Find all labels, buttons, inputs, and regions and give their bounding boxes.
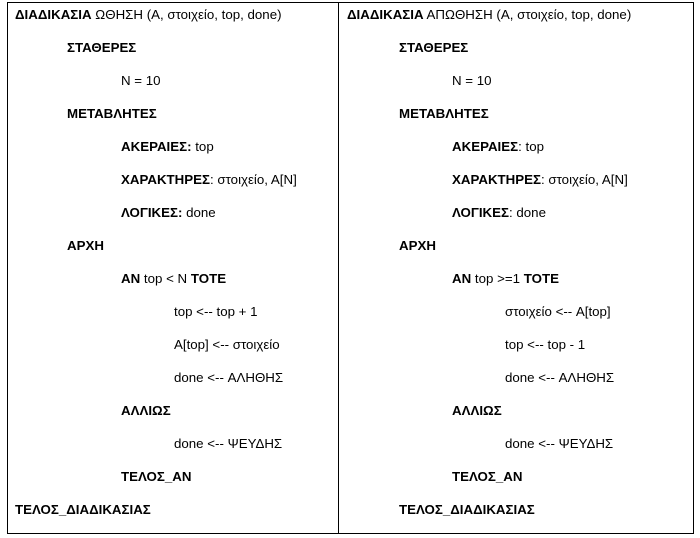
- statement-assign-array: A[top] <-- στοιχείο: [174, 337, 280, 352]
- then-keyword: ΤΟΤΕ: [190, 271, 227, 286]
- bool-vars: done: [182, 205, 216, 220]
- procedure-keyword: ΔΙΑΔΙΚΑΣΙΑ: [15, 7, 92, 22]
- else-keyword: ΑΛΛΙΩΣ: [121, 403, 171, 418]
- statement-decrement-top: top <-- top - 1: [505, 337, 586, 352]
- variables-keyword: ΜΕΤΑΒΛΗΤΕΣ: [399, 106, 489, 121]
- statement-done-true: done <-- ΑΛΗΘΗΣ: [174, 370, 284, 385]
- if-condition: top >=1: [471, 271, 524, 286]
- constant-n-declaration: N = 10: [121, 73, 161, 88]
- endif-keyword: ΤΕΛΟΣ_ΑΝ: [452, 469, 523, 484]
- if-statement: [452, 271, 559, 287]
- bool-vars: : done: [509, 205, 546, 220]
- bool-declaration: [452, 205, 546, 221]
- then-keyword: ΤΟΤΕ: [523, 271, 559, 286]
- begin-keyword: ΑΡΧΗ: [67, 238, 104, 253]
- procedure-signature: ΑΠΩΘΗΣΗ (Α, στοιχείο, top, done): [423, 7, 632, 22]
- constants-keyword: ΣΤΑΘΕΡΕΣ: [67, 40, 137, 55]
- variables-keyword: ΜΕΤΑΒΛΗΤΕΣ: [67, 106, 157, 121]
- if-keyword: ΑΝ: [121, 271, 141, 286]
- pop-procedure-header: [347, 7, 631, 23]
- statement-done-true: done <-- ΑΛΗΘΗΣ: [505, 370, 615, 385]
- column-divider: [338, 2, 339, 534]
- end-procedure-keyword: ΤΕΛΟΣ_ΔΙΑΔΙΚΑΣΙΑΣ: [15, 502, 151, 517]
- begin-keyword: ΑΡΧΗ: [399, 238, 436, 253]
- char-keyword: ΧΑΡΑΚΤΗΡΕΣ: [121, 172, 211, 187]
- integer-keyword: ΑΚΕΡΑΙΕΣ: [452, 139, 519, 154]
- statement-done-false: done <-- ΨΕΥΔΗΣ: [505, 436, 614, 451]
- constant-n-declaration: N = 10: [452, 73, 492, 88]
- procedure-signature: ΩΘΗΣΗ (Α, στοιχείο, top, done): [91, 7, 282, 22]
- bool-keyword: ΛΟΓΙΚΕΣ:: [121, 205, 183, 220]
- char-declaration: [452, 172, 628, 188]
- integer-vars: : top: [518, 139, 544, 154]
- statement-increment-top: top <-- top + 1: [174, 304, 258, 319]
- if-condition: top < N: [140, 271, 191, 286]
- statement-read-array: στοιχείο <-- A[top]: [505, 304, 611, 319]
- endif-keyword: ΤΕΛΟΣ_ΑΝ: [121, 469, 192, 484]
- integer-vars: top: [191, 139, 214, 154]
- procedure-keyword: ΔΙΑΔΙΚΑΣΙΑ: [347, 7, 424, 22]
- char-vars: : στοιχείο, Α[Ν]: [541, 172, 628, 187]
- integer-declaration: [452, 139, 544, 155]
- char-vars: : στοιχείο, Α[Ν]: [210, 172, 297, 187]
- bool-keyword: ΛΟΓΙΚΕΣ: [452, 205, 509, 220]
- integer-keyword: ΑΚΕΡΑΙΕΣ:: [121, 139, 192, 154]
- if-keyword: ΑΝ: [452, 271, 472, 286]
- char-keyword: ΧΑΡΑΚΤΗΡΕΣ: [452, 172, 542, 187]
- statement-done-false: done <-- ΨΕΥΔΗΣ: [174, 436, 283, 451]
- constants-keyword: ΣΤΑΘΕΡΕΣ: [399, 40, 469, 55]
- else-keyword: ΑΛΛΙΩΣ: [452, 403, 502, 418]
- end-procedure-keyword: ΤΕΛΟΣ_ΔΙΑΔΙΚΑΣΙΑΣ: [399, 502, 535, 517]
